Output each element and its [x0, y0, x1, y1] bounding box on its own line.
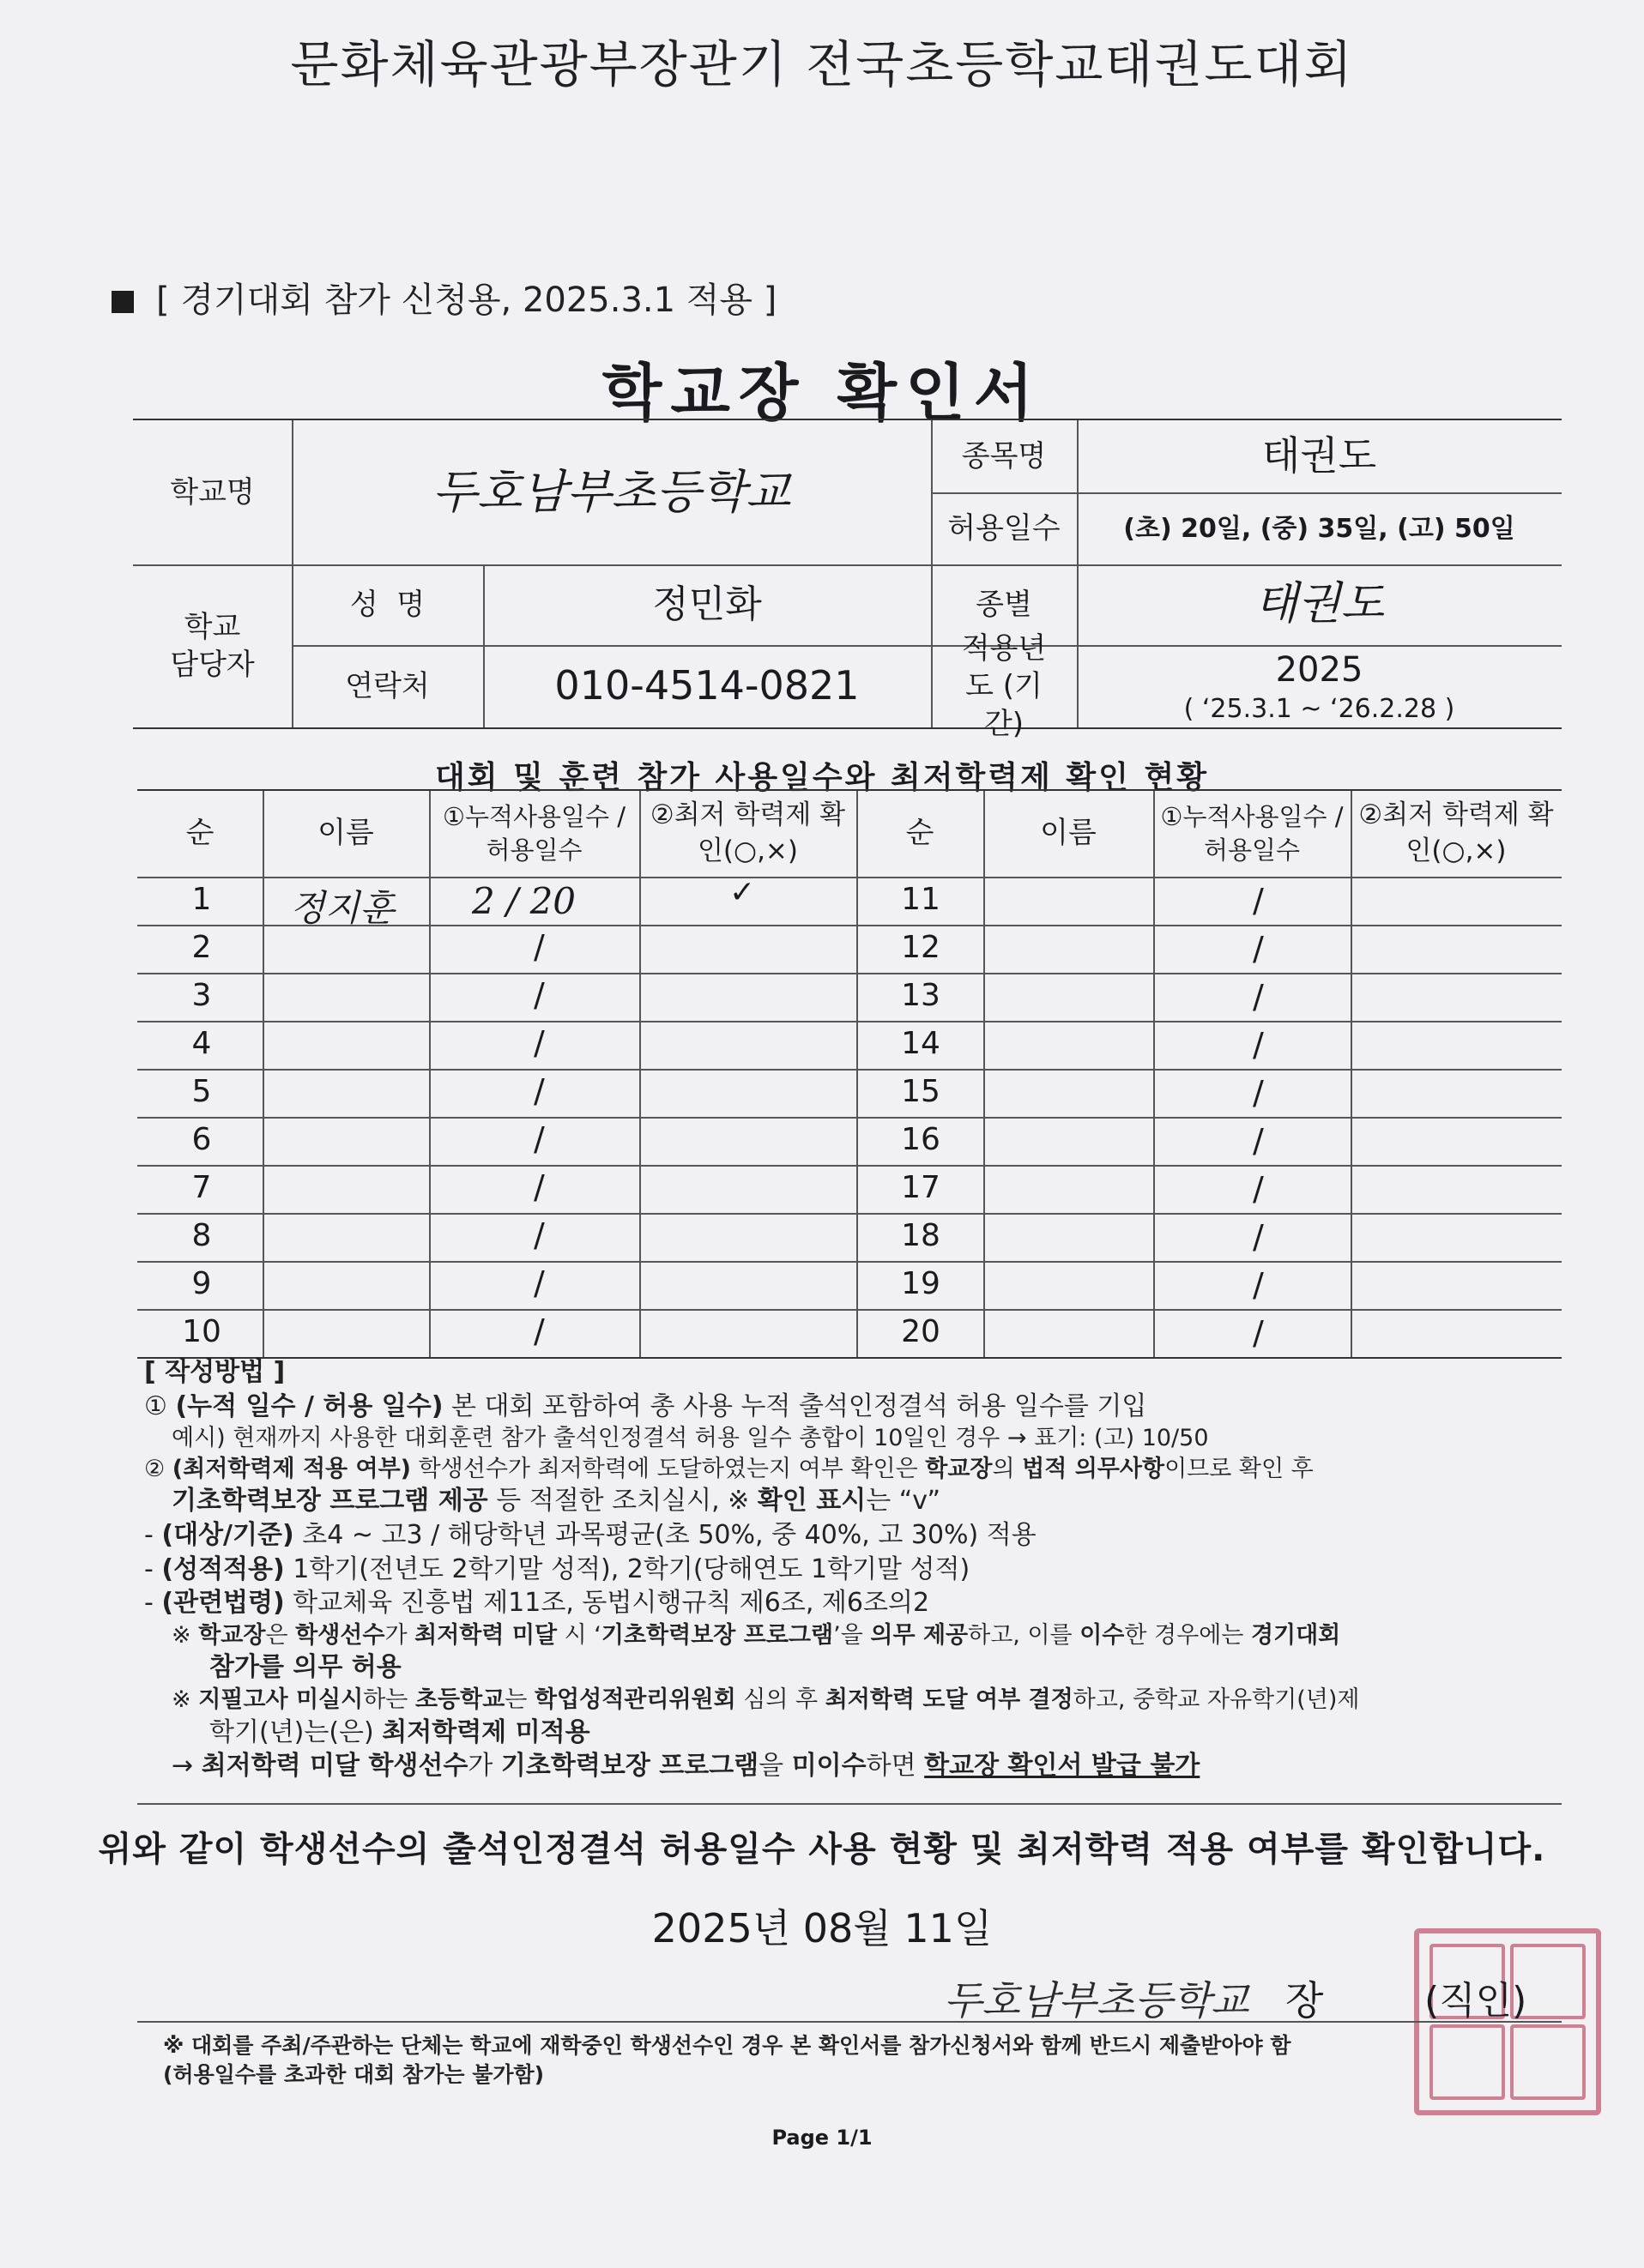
days-slash: /: [1253, 1074, 1264, 1112]
days-slash: /: [1253, 930, 1264, 968]
days-slash: /: [1253, 1314, 1264, 1352]
days-slash: /: [534, 1264, 545, 1302]
row-no: 20: [901, 1314, 940, 1349]
method-line-5: - (대상/기준) 초4 ~ 고3 / 해당학년 과목평균(초 50%, 중 40%, 고 30%) 적용: [144, 1520, 1037, 1551]
type-value: 태권도: [1254, 578, 1384, 630]
days-slash: /: [534, 1072, 545, 1110]
usage-note-text: [ 경기대회 참가 신청용, 2025.3.1 적용 ]: [156, 280, 777, 320]
header-days-left: ①누적사용일수 /허용일수: [442, 801, 626, 865]
row-no: 3: [191, 978, 212, 1013]
square-bullet-icon: [112, 291, 134, 313]
row-no: 13: [901, 978, 940, 1013]
row-no: 15: [901, 1074, 940, 1109]
seal-label: (직인): [1424, 1979, 1527, 2023]
days-slash: /: [534, 928, 545, 966]
row-no: 6: [191, 1122, 212, 1157]
header-check-left: ②최저 학력제 확인(○,×): [650, 799, 846, 866]
event-label: 종목명: [961, 438, 1047, 474]
row-no: 9: [191, 1266, 212, 1301]
header-no-left: 순: [185, 816, 215, 851]
method-line-9: 참가를 의무 허용: [209, 1652, 402, 1683]
days-slash: /: [534, 976, 545, 1014]
header-check-right: ②최저 학력제 확인(○,×): [1358, 799, 1554, 866]
days-used: 2 / 20: [472, 880, 577, 922]
name-label: 성 명: [349, 587, 426, 622]
method-title: [ 작성방법 ]: [144, 1357, 286, 1387]
issue-date: 2025년 08월 11일: [651, 1905, 993, 1951]
notice-line-2: (허용일수를 초과한 대회 참가는 불가함): [163, 2061, 545, 2087]
page-number: Page 1/1: [771, 2126, 873, 2150]
row-no: 17: [901, 1170, 940, 1205]
allowed-days-label: 허용일수: [947, 510, 1061, 546]
roster-table: [137, 789, 1562, 1359]
method-line-4: 기초학력보장 프로그램 제공 등 적절한 조치실시, ※ 확인 표시는 “v”: [172, 1486, 941, 1517]
section-title: 대회 및 훈련 참가 사용일수와 최저학력제 확인 현황: [434, 760, 1210, 795]
writing-method: [144, 1355, 1551, 1783]
method-line-1: ① (누적 일수 / 허용 일수) 본 대회 포함하여 총 사용 누적 출석인정결석 허용 일수를 기입: [144, 1390, 1147, 1421]
usage-note: [112, 273, 777, 322]
year-period: ( ‘25.3.1 ~ ‘26.2.28 ): [1183, 693, 1455, 724]
signature-title: 장: [1285, 1977, 1324, 2024]
days-slash: /: [1253, 978, 1264, 1016]
method-line-10: ※ 지필고사 미실시하는 초등학교는 학업성적관리위원회 심의 후 최저학력 도달 여부 결정하고, 중학교 자유학기(년)제: [172, 1686, 1360, 1714]
name-value: 정민화: [652, 582, 762, 627]
notice-line-1: ※ 대회를 주최/주관하는 단체는 학교에 재학중인 학생선수인 경우 본 확인서를 참가신청서와 함께 반드시 제출받아야 함: [163, 2033, 1291, 2058]
submission-notice: [163, 2031, 1291, 2090]
row-no: 12: [901, 930, 940, 965]
document-title: 학교장 확인서: [601, 357, 1043, 429]
header-name-left: 이름: [317, 816, 374, 851]
signature-school: 두호남부초등학교: [944, 1977, 1249, 2024]
event-value: 태권도: [1261, 432, 1377, 480]
row-no: 1: [191, 882, 212, 917]
days-slash: /: [534, 1312, 545, 1350]
header-days-right: ①누적사용일수 /허용일수: [1160, 801, 1344, 865]
header-name-right: 이름: [1040, 816, 1097, 851]
row-no: 4: [191, 1026, 212, 1061]
check-mark-icon: ✓: [729, 875, 756, 910]
row-no: 7: [191, 1170, 212, 1205]
method-line-8: ※ 학교장은 학생선수가 최저학력 미달 시 ‘기초학력보장 프로그램’을 의무 제공하고, 이를 이수한 경우에는 경기대회: [172, 1621, 1341, 1649]
school-name-value: 두호남부초등학교: [432, 464, 791, 519]
method-line-7: - (관련법령) 학교체육 진흥법 제11조, 동법시행규칙 제6조, 제6조의2: [144, 1588, 930, 1619]
confirmation-statement: 위와 같이 학생선수의 출석인정결석 허용일수 사용 현황 및 최저학력 적용 여부를 확인합니다.: [98, 1830, 1546, 1869]
method-line-3: ② (최저학력제 적용 여부) 학생선수가 최저학력에 도달하였는지 여부 확인은 학교장의 법적 의무사항이므로 확인 후: [144, 1455, 1314, 1482]
days-slash: /: [1253, 1026, 1264, 1064]
school-name-label: 학교명: [170, 474, 255, 510]
student-name: 정지훈: [290, 887, 395, 929]
phone-label: 연락처: [345, 668, 430, 703]
header-no-right: 순: [905, 816, 934, 851]
days-slash: /: [534, 1120, 545, 1158]
days-slash: /: [1253, 1218, 1264, 1256]
row-no: 10: [182, 1314, 221, 1349]
row-no: 14: [901, 1026, 940, 1061]
method-line-2: 예시) 현재까지 사용한 대회훈련 참가 출석인정결석 허용 일수 총합이 10일인 경우 → 표기: (고) 10/50: [172, 1425, 1209, 1452]
days-slash: /: [534, 1168, 545, 1206]
allowed-days-value: (초) 20일, (중) 35일, (고) 50일: [1123, 513, 1515, 544]
days-slash: /: [1253, 1122, 1264, 1160]
year-value: 2025: [1275, 649, 1363, 690]
days-slash: /: [534, 1216, 545, 1254]
row-no: 18: [901, 1218, 940, 1253]
row-no: 19: [901, 1266, 940, 1301]
row-no: 8: [191, 1218, 212, 1253]
competition-title: 문화체육관광부장관기 전국초등학교태권도대회: [290, 35, 1354, 93]
row-no: 11: [901, 882, 940, 917]
method-line-6: - (성적적용) 1학기(전년도 2학기말 성적), 2학기(당해연도 1학기말 성적): [144, 1553, 970, 1584]
days-slash: /: [1253, 1266, 1264, 1304]
phone-value: 010-4514-0821: [554, 662, 860, 709]
row-no: 16: [901, 1122, 940, 1157]
contact-person-label: 학교 담당자: [170, 609, 255, 682]
method-line-12: → 최저학력 미달 학생선수가 기초학력보장 프로그램을 미이수하면 학교장 확인서 발급 불가: [172, 1751, 1200, 1782]
year-label: 적용년도 (기간): [961, 630, 1047, 742]
days-slash: /: [534, 1024, 545, 1062]
method-line-11: 학기(년)는(은) 최저학력제 미적용: [209, 1716, 590, 1747]
row-no: 5: [191, 1074, 212, 1109]
year-cell: [1077, 645, 1562, 727]
type-label: 종별: [976, 587, 1032, 622]
days-slash: /: [1253, 882, 1264, 920]
days-slash: /: [1253, 1170, 1264, 1208]
row-no: 2: [191, 930, 212, 965]
school-info-table: [133, 419, 1562, 742]
